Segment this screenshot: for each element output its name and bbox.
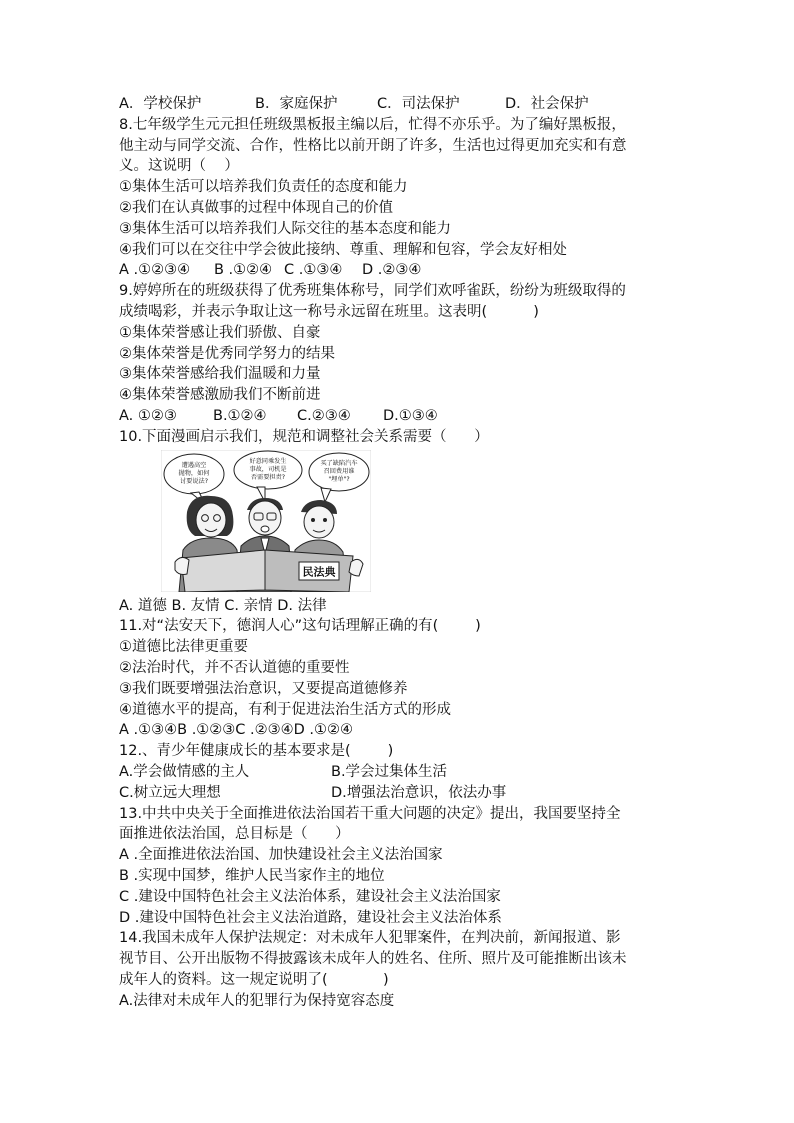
bubble-3-line: 召回费用谁 [323, 467, 355, 475]
q14-stem-line: 14.我国未成年人保护法规定：对未成年人犯罪案件，在判决前，新闻报道、影 [119, 930, 621, 947]
bubble-1-line: 抛物，如何 [178, 469, 210, 477]
q11-item: ④道德水平的提高，有利于促进法治生活方式的形成 [119, 701, 451, 718]
q11-item: ①道德比法律更重要 [119, 639, 248, 656]
q12-stem: 12.、青少年健康成长的基本要求是( ) [119, 743, 394, 760]
q8-stem-line: 他主动与同学交流、合作，性格比以前开朗了许多，生活也过得更加充实和有意 [119, 137, 627, 154]
q9-option-b: B.①②④ [213, 407, 267, 424]
q12-option-a: A.学会做情感的主人 [119, 763, 250, 780]
bubble-3-line: "埋单"? [328, 475, 350, 483]
q7-option-c: C．司法保护 [377, 96, 460, 112]
q11-stem: 11.对“法安天下，德润人心”这句话理解正确的有( ) [119, 618, 481, 635]
q8-option-b: B .①②④ [214, 262, 273, 279]
q8-option-d: D .②③④ [362, 262, 422, 279]
exam-page [119, 94, 689, 1011]
q8-item: ③集体生活可以培养我们人际交往的基本态度和能力 [119, 220, 451, 237]
question-14 [119, 928, 689, 1011]
bubble-1-line: 遭遇高空 [181, 461, 207, 469]
q13-option-d: D .建设中国特色社会主义法治道路，建设社会主义法治体系 [119, 909, 502, 926]
q7-option-b: B．家庭保护 [255, 96, 338, 112]
q13-option-c: C .建设中国特色社会主义法治体系，建设社会主义法治国家 [119, 888, 501, 905]
q7-option-d: D．社会保护 [505, 96, 589, 112]
q12-options-row [119, 783, 689, 804]
bubble-1-line: 讨要说法? [179, 477, 209, 485]
q9-option-d: D.①③④ [383, 407, 438, 424]
question-9 [119, 281, 689, 427]
q9-item: ④集体荣誉感激励我们不断前进 [119, 387, 321, 404]
q12-option-d: D.增强法治意识，依法办事 [331, 784, 507, 801]
q13-option-b: B .实现中国梦，维护人民当家作主的地位 [119, 867, 385, 884]
q8-item: ②我们在认真做事的过程中体现自己的价值 [119, 199, 393, 216]
q9-item: ①集体荣誉感让我们骄傲、自豪 [119, 324, 321, 341]
q9-item: ③集体荣誉感给我们温暖和力量 [119, 366, 321, 383]
bubble-2-line: 否需要担责? [250, 473, 286, 481]
question-8 [119, 115, 689, 281]
q8-stem-line: 义。这说明（ ） [119, 158, 239, 175]
q12-option-c: C.树立远大理想 [119, 784, 221, 801]
q9-stem-line: 9.婷婷所在的班级获得了优秀班集体称号，同学们欢呼雀跃，纷纷为班级取得的 [119, 283, 626, 300]
q12-options-row [119, 762, 689, 783]
q14-stem-line: 视节目、公开出版物不得披露该未成年人的姓名、住所、照片及可能推断出该未 [119, 951, 627, 968]
q8-stem-line: 8.七年级学生元元担任班级黑板报主编以后，忙得不亦乐乎。为了编好黑板报， [119, 116, 626, 133]
q13-stem-line: 面推进依法治国，总目标是（ ） [119, 826, 350, 843]
q9-item: ②集体荣誉是优秀同学努力的结果 [119, 345, 335, 362]
q8-item: ①集体生活可以培养我们负责任的态度和能力 [119, 179, 408, 196]
q11-options: A .①③④B .①②③C .②③④D .①②④ [119, 722, 354, 739]
q11-item: ②法治时代，并不否认道德的重要性 [119, 659, 350, 676]
bubble-2-line: 事故，司机是 [249, 465, 287, 473]
q11-item: ③我们既要增强法治意识，又要提高道德修养 [119, 680, 408, 697]
q12-option-b: B.学会过集体生活 [331, 763, 448, 780]
bubble-2-line: 好意同乘发生 [249, 457, 287, 465]
civil-code-book [175, 550, 363, 592]
q9-options [119, 406, 689, 427]
book-title: 民法典 [302, 565, 336, 579]
question-13 [119, 804, 689, 929]
bubble-3-line: 买了缺陷汽车 [320, 459, 358, 467]
q10-stem: 10.下面漫画启示我们，规范和调整社会关系需要（ ） [119, 428, 489, 445]
question-12 [119, 741, 689, 803]
question-11 [119, 616, 689, 741]
q14-stem-line: 成年人的资料。这一规定说明了( ) [119, 971, 389, 988]
question-10 [119, 427, 689, 617]
q13-option-a: A .全面推进依法治国、加快建设社会主义法治国家 [119, 847, 443, 864]
q7-options [119, 94, 689, 115]
q7-option-a: A．学校保护 [119, 96, 202, 112]
q13-stem-line: 13.中共中央关于全面推进依法治国若干重大问题的决定》提出，我国要坚持全 [119, 805, 621, 822]
q9-stem-line: 成绩喝彩，并表示争取让这一称号永远留在班里。这表明( ) [119, 303, 539, 320]
q9-option-c: C.②③④ [297, 407, 351, 424]
q10-options: A. 道德 B. 友情 C. 亲情 D. 法律 [119, 597, 327, 614]
q8-item: ④我们可以在交往中学会彼此接纳、尊重、理解和包容，学会友好相处 [119, 241, 567, 258]
q14-option-a: A.法律对未成年人的犯罪行为保持宽容态度 [119, 992, 395, 1009]
civil-code-cartoon [161, 450, 371, 592]
q8-option-c: C .①③④ [284, 262, 343, 279]
q9-option-a: A. ①②③ [119, 407, 177, 424]
q8-option-a: A .①②③④ [119, 262, 191, 279]
q8-options [119, 260, 689, 281]
